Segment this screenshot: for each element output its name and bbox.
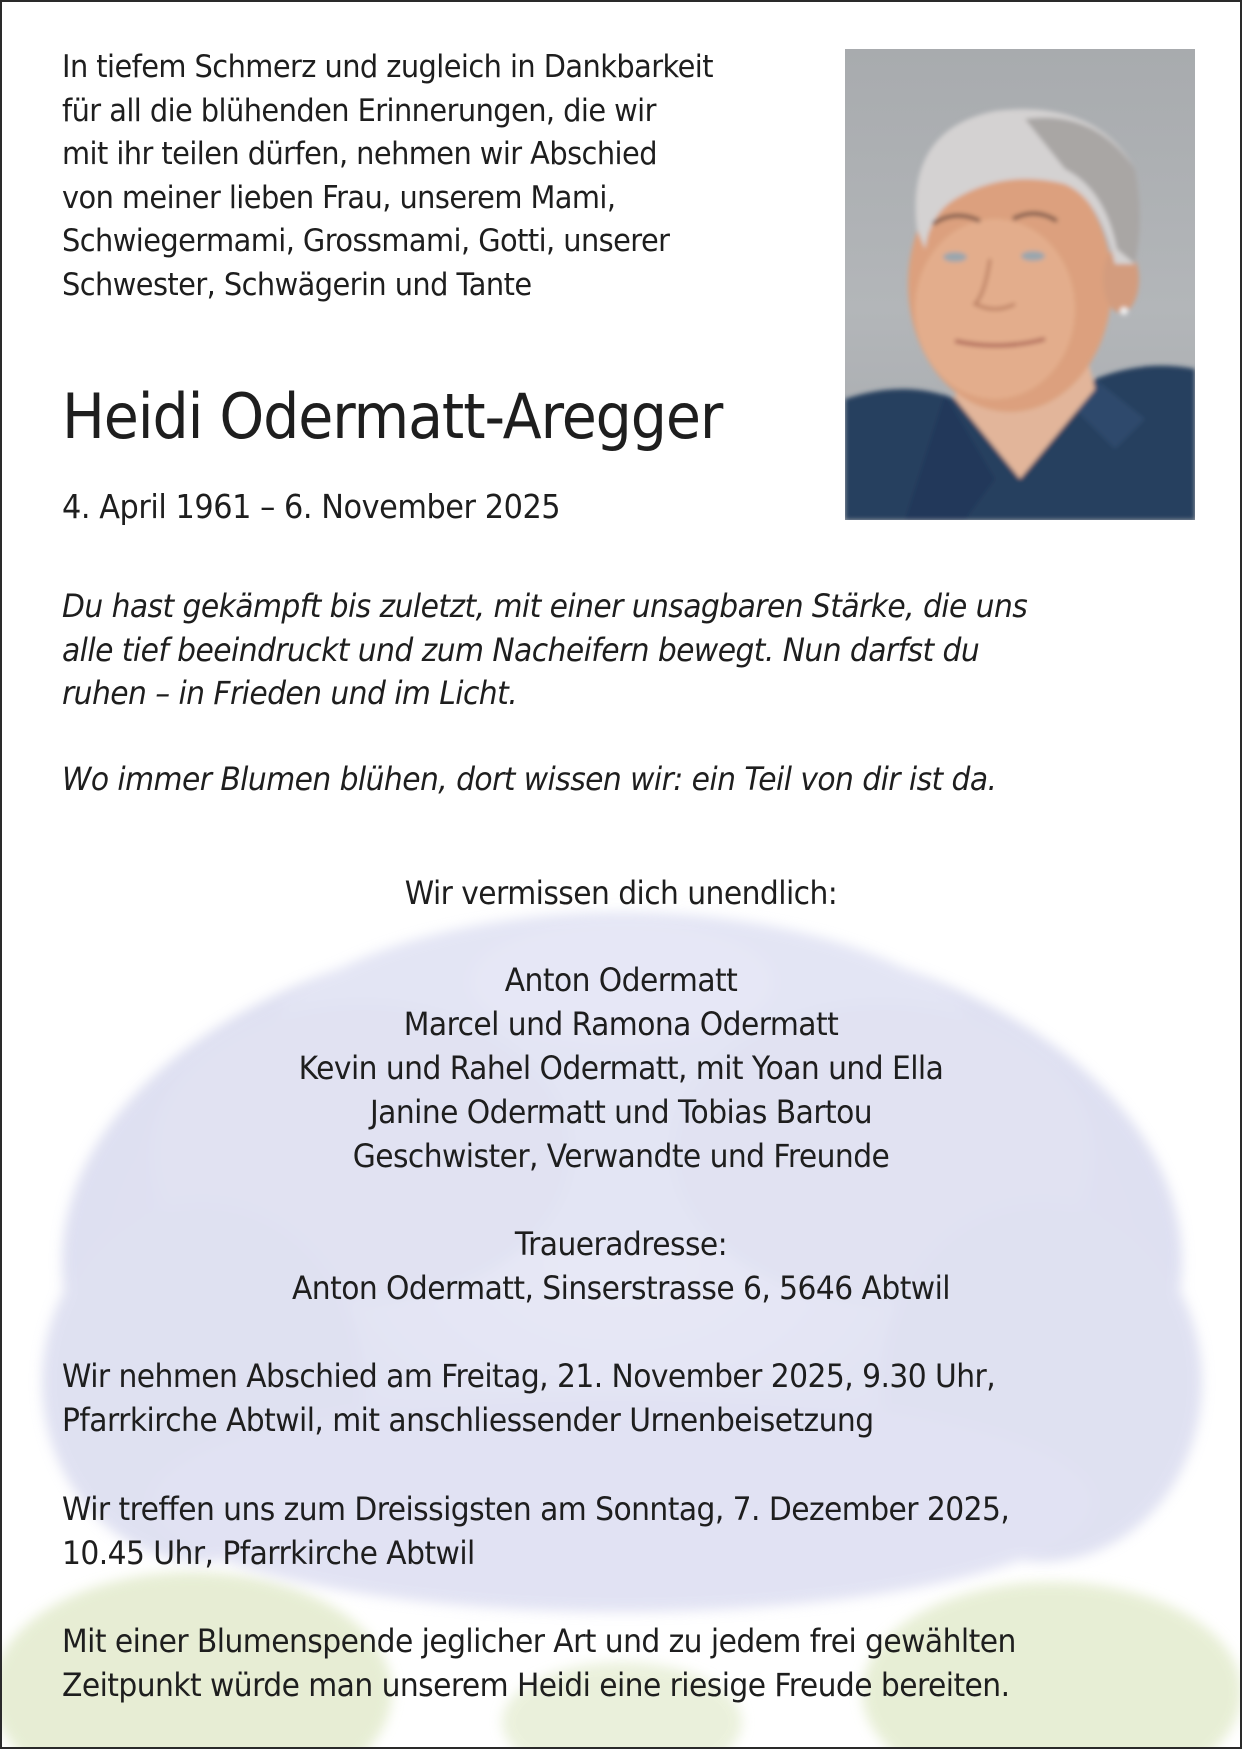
intro-line: mit ihr teilen dürfen, nehmen wir Abschied — [62, 136, 657, 172]
mourner-name: Marcel und Ramona Odermatt — [403, 1005, 839, 1043]
mourners-list — [2, 958, 1240, 1178]
quote-line: Du hast gekämpft bis zuletzt, mit einer unsagbaren Stärke, die uns — [62, 587, 1028, 625]
portrait-photo — [845, 49, 1195, 520]
mourner-name: Kevin und Rahel Odermatt, mit Yoan und Ella — [298, 1049, 944, 1087]
farewell-info — [62, 1354, 995, 1442]
mourners-heading — [2, 871, 1240, 915]
thirtieth-info — [62, 1487, 1009, 1575]
flower-note-line: Zeitpunkt würde man unserem Heidi eine riesige Freude bereiten. — [62, 1666, 1010, 1704]
intro-line: Schwester, Schwägerin und Tante — [62, 266, 532, 303]
flower-donation-note — [62, 1619, 1016, 1707]
quote-line: Wo immer Blumen blühen, dort wissen wir: ein Teil von dir ist da. — [62, 760, 997, 798]
flower-quote — [62, 758, 996, 802]
mourner-name: Janine Odermatt und Tobias Bartou — [369, 1093, 873, 1131]
mourning-address — [2, 1222, 1240, 1310]
life-dates: 4. April 1961 – 6. November 2025 — [62, 487, 561, 526]
mourner-name: Geschwister, Verwandte und Freunde — [352, 1137, 890, 1175]
quote-line: ruhen – in Frieden und im Licht. — [62, 674, 518, 712]
address-value: Anton Odermatt, Sinserstrasse 6, 5646 Abtwil — [291, 1269, 951, 1307]
farewell-line: Wir nehmen Abschied am Freitag, 21. November 2025, 9.30 Uhr, — [62, 1357, 996, 1395]
obituary-content — [2, 2, 1240, 1747]
thirtieth-line: 10.45 Uhr, Pfarrkirche Abtwil — [62, 1534, 475, 1572]
intro-line: von meiner lieben Frau, unserem Mami, — [62, 179, 616, 216]
intro-line: für all die blühenden Erinnerungen, die wir — [62, 92, 656, 129]
quote-line: alle tief beeindruckt und zum Nacheifern bewegt. Nun darfst du — [62, 630, 980, 669]
thirtieth-line: Wir treffen uns zum Dreissigsten am Sonntag, 7. Dezember 2025, — [62, 1490, 1010, 1528]
intro-line: Schwiegermami, Grossmami, Gotti, unserer — [62, 223, 670, 259]
portrait-illustration — [845, 49, 1195, 520]
deceased-name: Heidi Odermatt-Aregger — [62, 380, 723, 453]
flower-note-line: Mit einer Blumenspende jeglicher Art und zu jedem frei gewählten — [62, 1622, 1016, 1660]
mourner-name: Anton Odermatt — [504, 961, 738, 999]
intro-line: In tiefem Schmerz und zugleich in Dankbarkeit — [62, 49, 713, 85]
address-label: Traueradresse: — [514, 1225, 728, 1263]
mourners-heading-text: Wir vermissen dich unendlich: — [404, 874, 838, 912]
farewell-line: Pfarrkirche Abtwil, mit anschliessender Urnenbeisetzung — [62, 1401, 874, 1439]
intro-text — [62, 46, 769, 307]
quote-text — [62, 585, 1027, 716]
